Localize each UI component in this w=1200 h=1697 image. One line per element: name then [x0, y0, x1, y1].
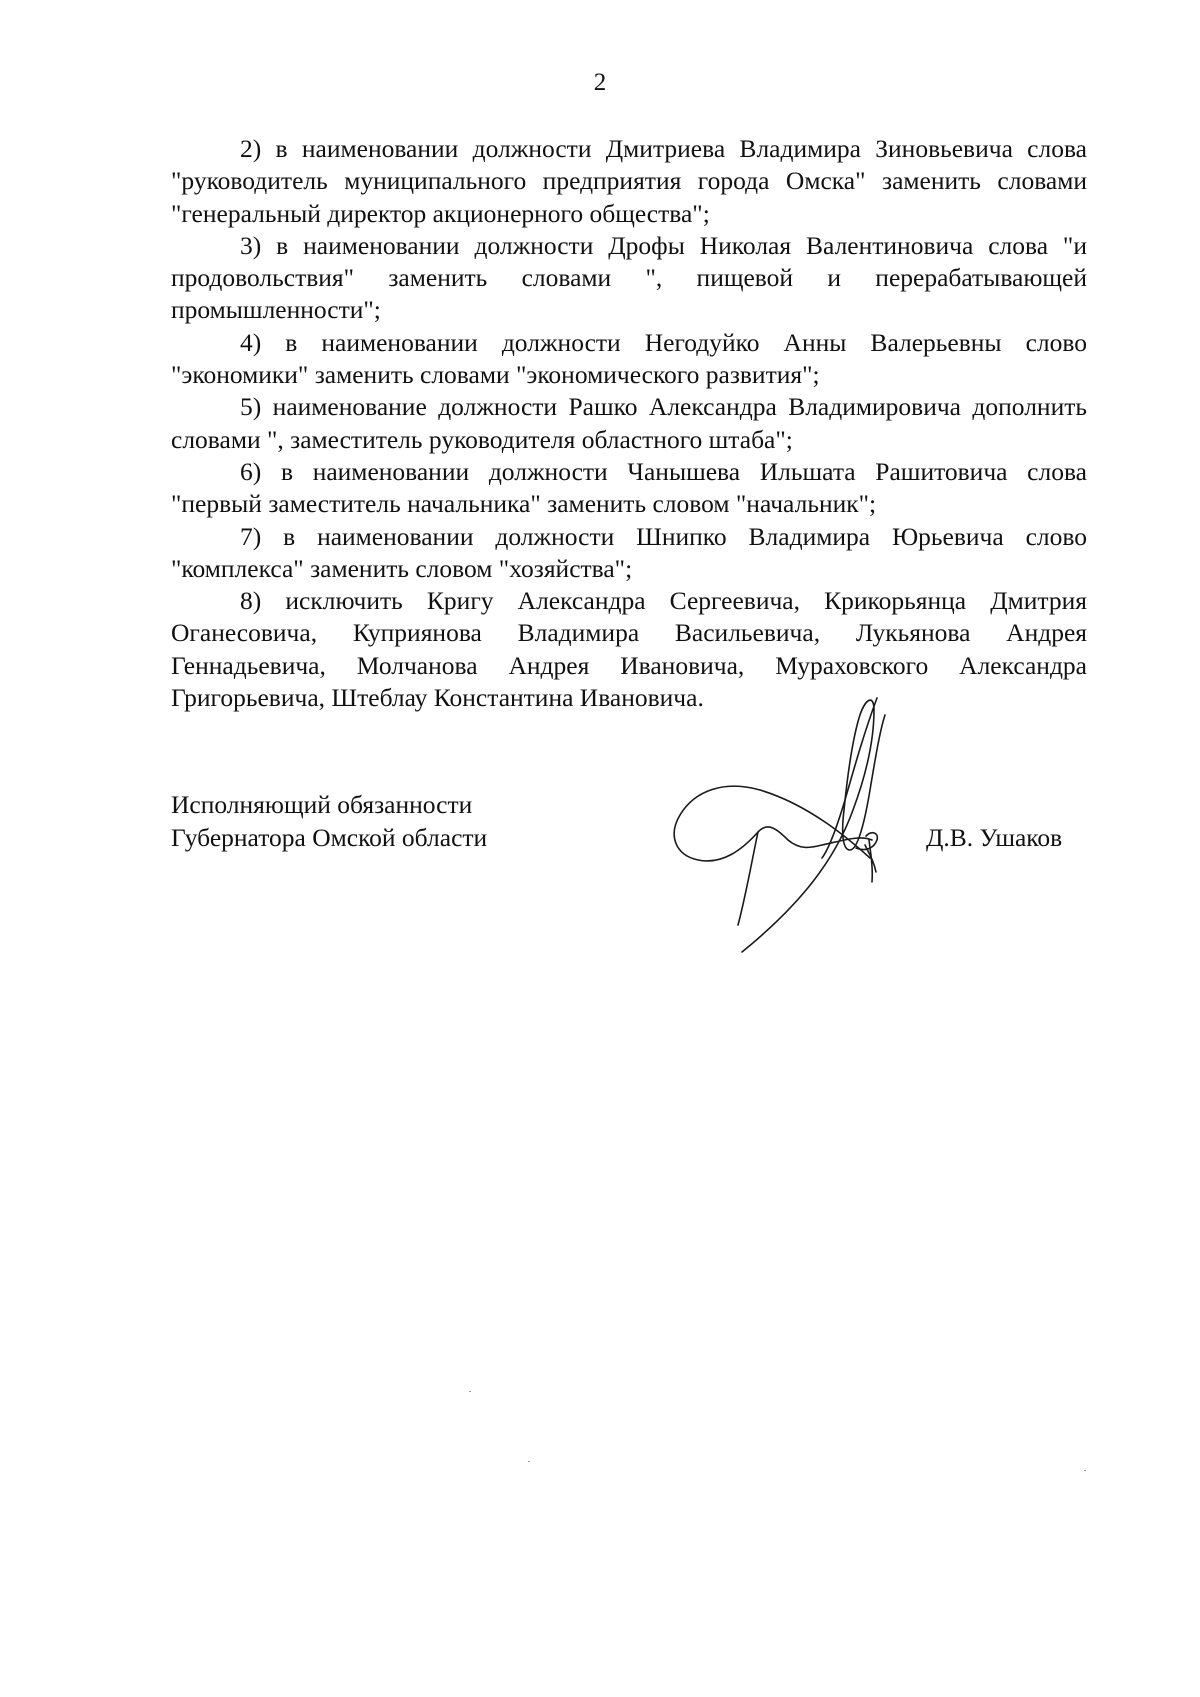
signer-title-line-1: Исполняющий обязанности	[171, 790, 473, 819]
paragraph-item-4: 4) в наименовании должности Негодуйко Анны Валерьевны слово "экономики" заменить словами "экономического развития";	[171, 327, 1087, 390]
signer-title-line-2: Губернатора Омской области	[171, 823, 488, 852]
document-body	[171, 133, 1087, 714]
signer-title	[171, 788, 487, 854]
paragraph-item-3: 3) в наименовании должности Дрофы Николая Валентиновича слова "и продовольствия" заменить словами ", пищевой и перерабатывающей промышленности";	[171, 230, 1087, 325]
paragraph-item-5: 5) наименование должности Рашко Александра Владимировича дополнить словами ", заместитель руководителя областного штаба";	[171, 392, 1087, 454]
scan-speck	[1084, 1470, 1086, 1471]
scan-speck	[528, 1461, 530, 1462]
paragraph-item-8: 8) исключить Кригу Александра Сергеевича, Крикорьянца Дмитрия Оганесовича, Куприянова Владимира Васильевича, Лукьянова Андрея Геннадьевича, Молчанова Андрея Ивановича, Мураховского Александра Григорьевича, Штеблау Константина Ивановича.	[171, 586, 1087, 713]
scan-speck	[469, 1391, 471, 1392]
paragraph-item-2: 2) в наименовании должности Дмитриева Владимира Зиновьевича слова "руководитель муниципального предприятия города Омска" заменить словами "генеральный директор акционерного общества";	[171, 134, 1087, 228]
paragraph-item-6: 6) в наименовании должности Чанышева Ильшата Рашитовича слова "первый заместитель начальника" заменить словом "начальник";	[171, 456, 1087, 519]
page-number: 2	[593, 69, 607, 96]
paragraph-item-7: 7) в наименовании должности Шнипко Владимира Юрьевича слово "комплекса" заменить словом "хозяйства";	[171, 521, 1087, 583]
signer-name: Д.В. Ушаков	[926, 823, 1063, 852]
